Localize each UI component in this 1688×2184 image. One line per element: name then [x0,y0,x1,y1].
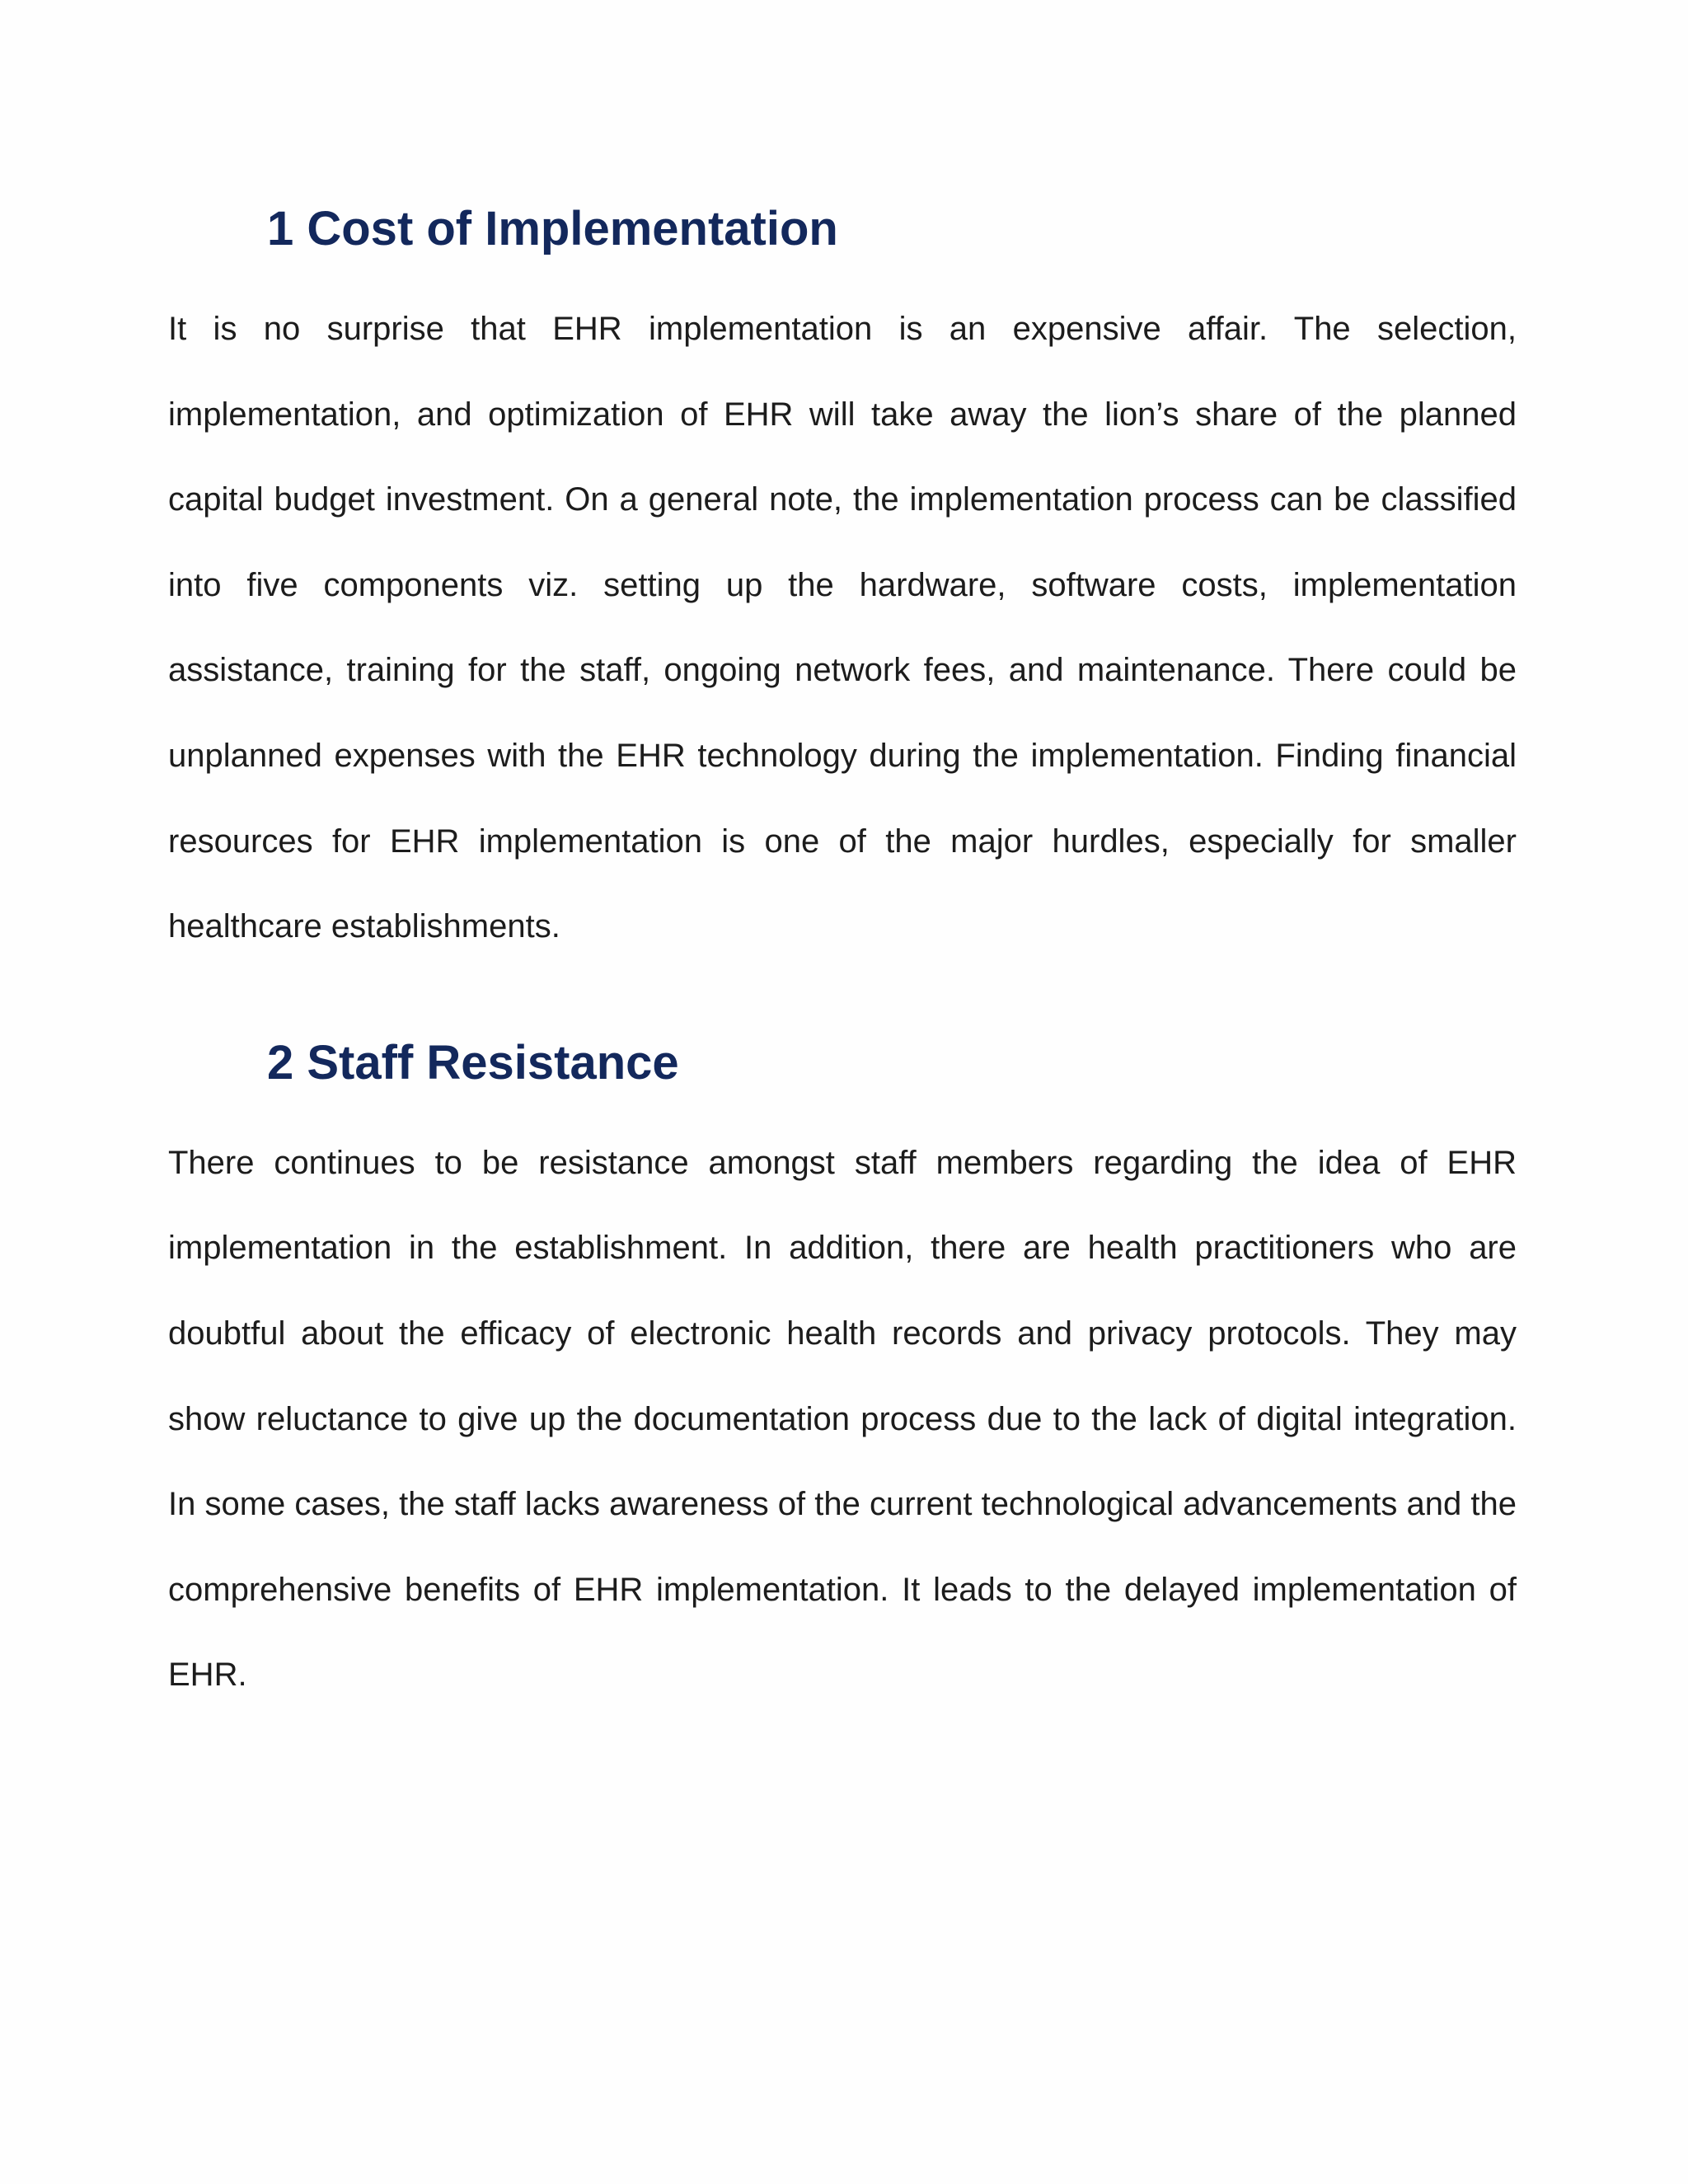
section-paragraph: There continues to be resistance amongst staff members regarding the idea of EHR implementation in the establishment. In addition, there are health practitioners who are doubtful about the efficacy of electronic health records and privacy protocols. They may show reluctance to give up the documentation process due to the lack of digital integration. In some cases, the staff lacks awareness of the current technological advancements and the comprehensive benefits of EHR implementation. It leads to the delayed implementation of EHR. [168,1144,1517,1694]
section-heading: 2 Staff Resistance [267,1035,679,1090]
section-staff-resistance [168,1029,1517,1718]
section-heading: 1 Cost of Implementation [267,202,838,255]
section-cost-of-implementation [168,194,1517,970]
section-paragraph: It is no surprise that EHR implementation is an expensive affair. The selection, implementation, and optimization of EHR will take away the lion’s share of the planned capital budget investment. On a general note, the implementation process can be classified into five components viz. setting up the hardware, software costs, implementation assistance, training for the staff, ongoing network fees, and maintenance. There could be unplanned expenses with the EHR technology during the implementation. Finding financial resources for EHR implementation is one of the major hurdles, especially for smaller healthcare establishments. [168,311,1517,945]
document-content [168,194,1517,1718]
